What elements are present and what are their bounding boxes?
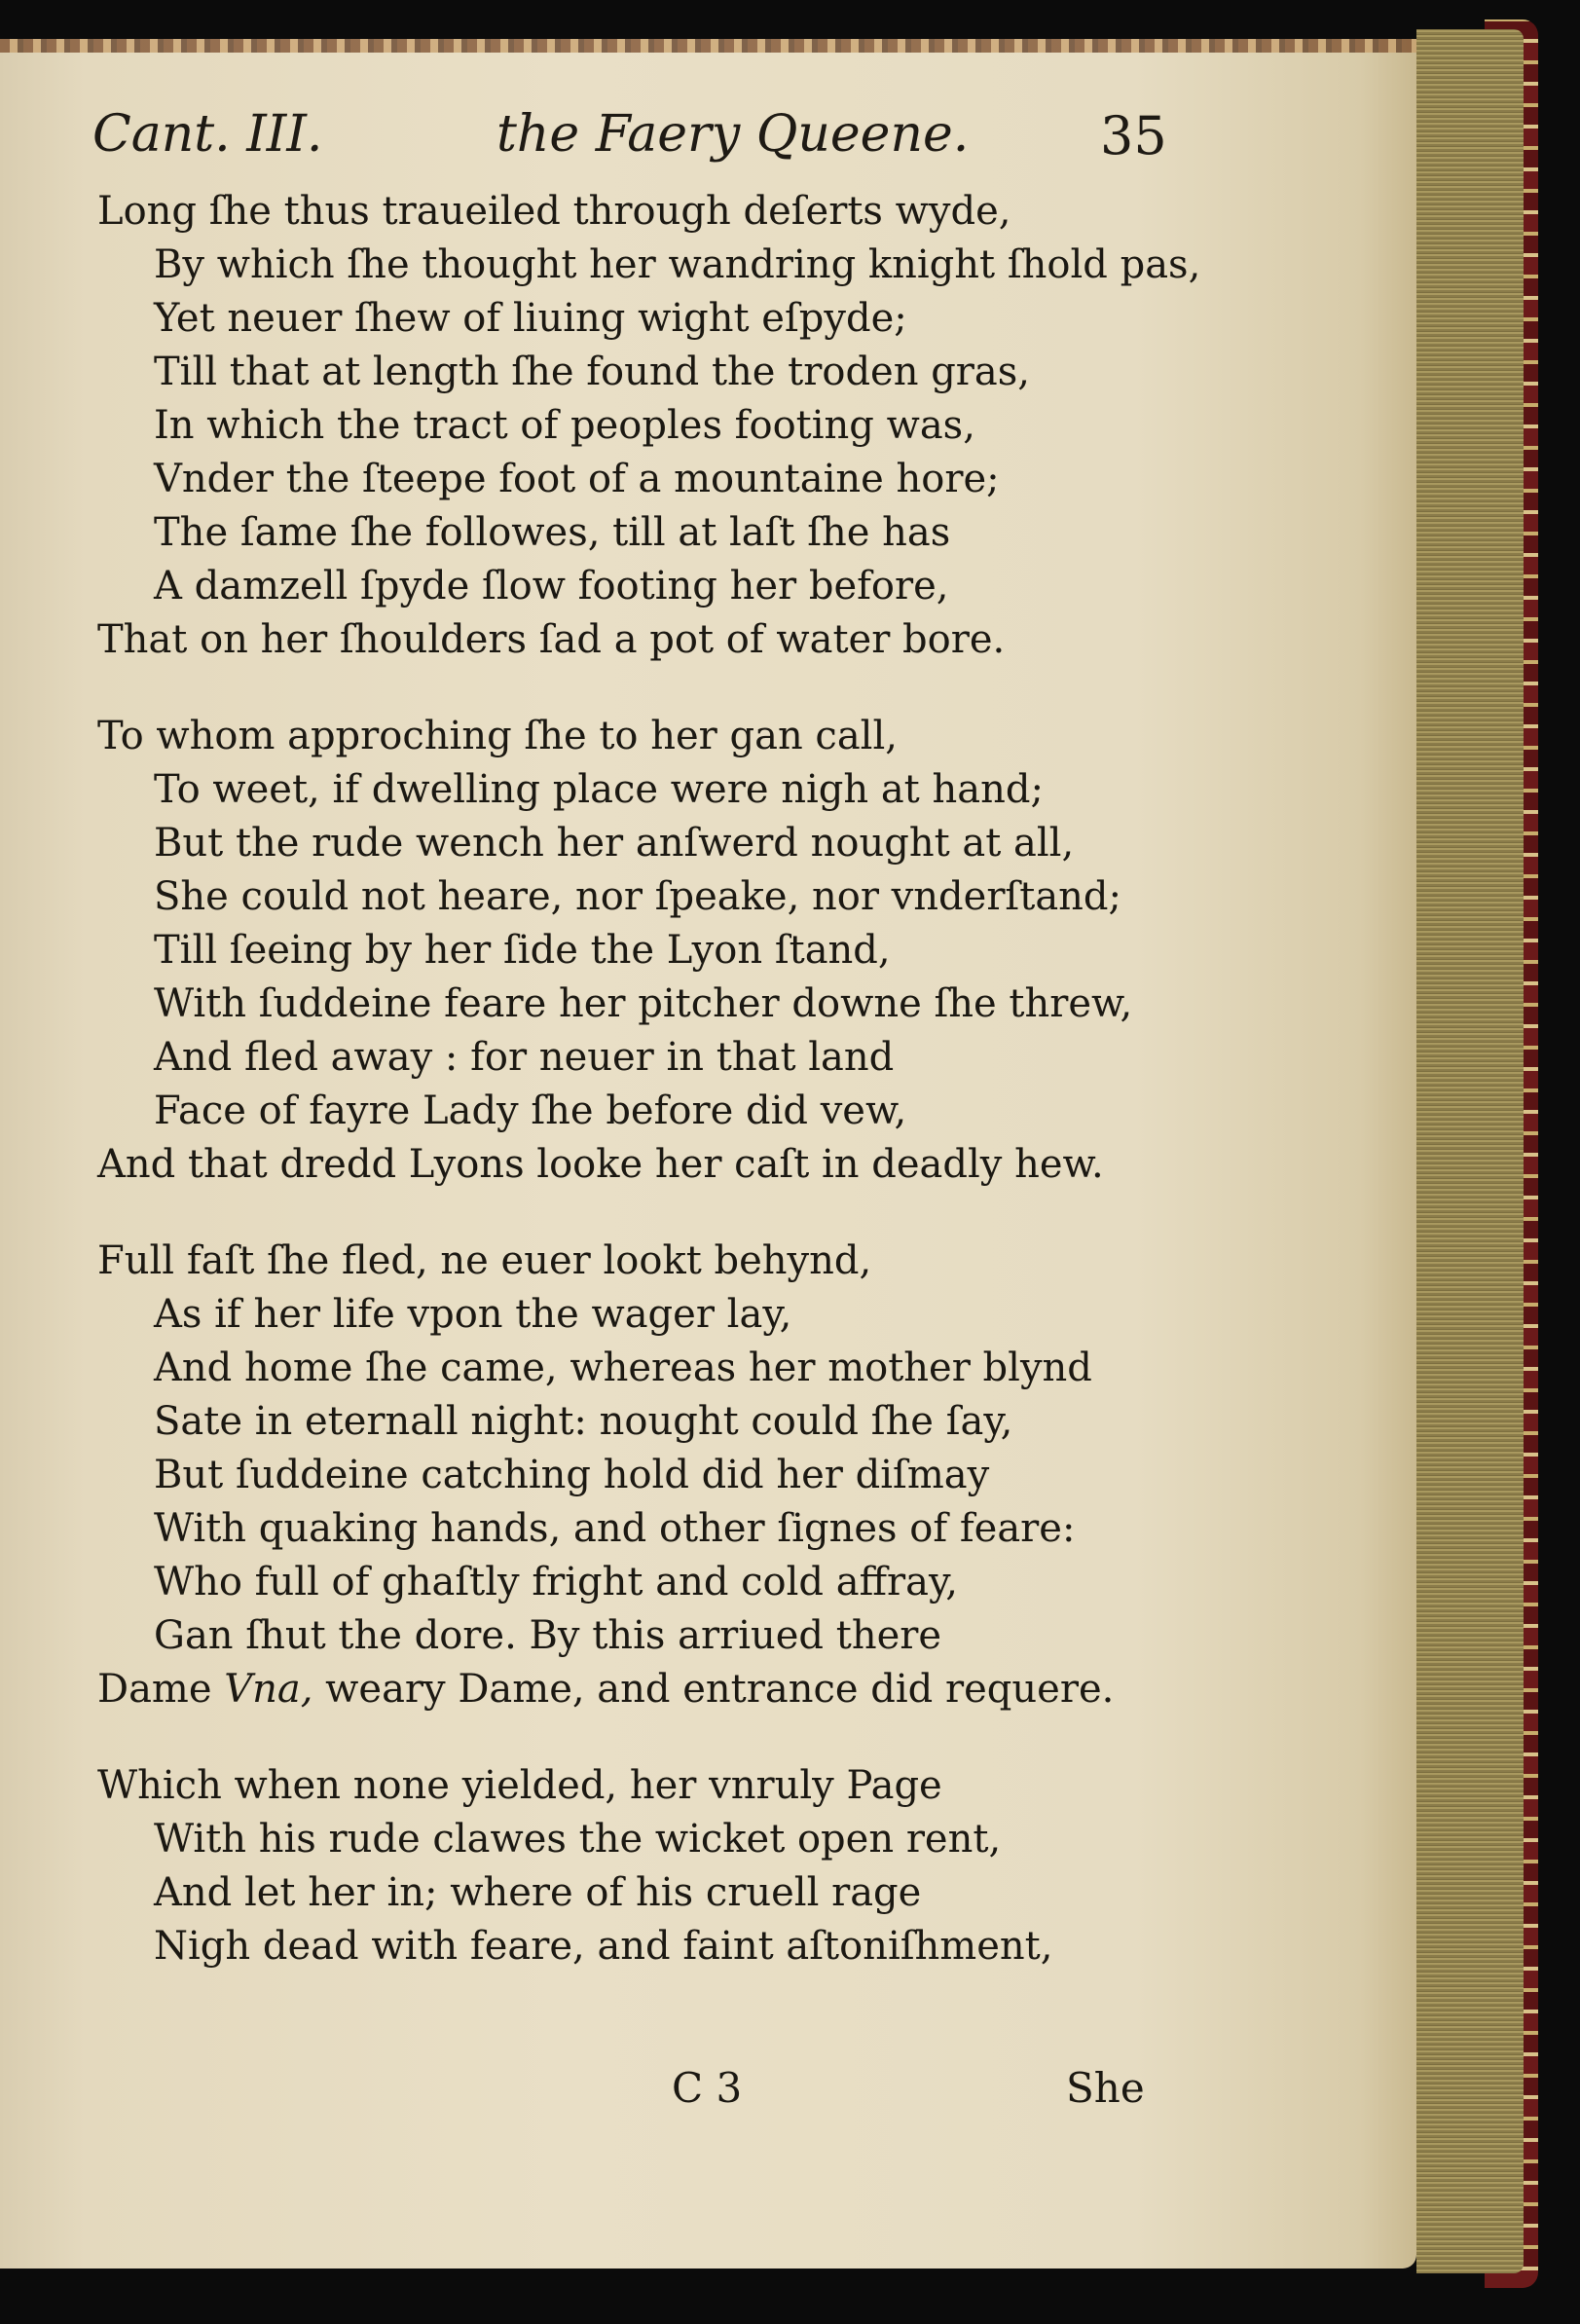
verse-line: And that dredd Lyons looke her caſt in deadly hew.: [97, 1142, 1104, 1187]
signature-mark: C 3: [672, 2064, 743, 2112]
verse-line: [97, 1663, 1266, 1716]
page-footer: [97, 2064, 1168, 2122]
page-edges: [1416, 29, 1524, 2273]
verse-line: In which the tract of peoples footing was,: [154, 403, 975, 448]
stanza-2: [97, 710, 1266, 1192]
verse-line: But the rude wench her anſwerd nought at all,: [154, 821, 1075, 866]
verse-line: She could not heare, nor ſpeake, nor vnderſtand;: [154, 874, 1122, 919]
verse-line: Full faſt ſhe fled, ne euer lookt behynd,: [97, 1238, 872, 1283]
verse-line: And fled away : for neuer in that land: [154, 1035, 895, 1080]
verse-line: Till ſeeing by her ſide the Lyon ſtand,: [154, 928, 891, 973]
running-title: the Faery Queene.: [496, 105, 970, 164]
verse-line: And let her in; where of his cruell rage: [154, 1870, 922, 1915]
canto-label: Cant. III.: [92, 105, 323, 164]
dame-prefix: Dame: [97, 1667, 225, 1712]
verse-line: As if her life vpon the wager lay,: [154, 1292, 792, 1337]
verse-line: To whom approching ſhe to her gan call,: [97, 714, 898, 758]
verse-line: A damzell ſpyde ſlow footing her before,: [154, 564, 949, 609]
verse-line: Face of fayre Lady ſhe before did vew,: [154, 1088, 907, 1133]
verse-line: With ſuddeine feare her pitcher downe ſhe threw,: [154, 981, 1133, 1026]
catchword: She: [1066, 2064, 1145, 2112]
stanza-3: [97, 1235, 1266, 1716]
verse-line: That on her ſhoulders ſad a pot of water bore.: [97, 617, 1006, 662]
verse-line: Who full of ghaſtly fright and cold affray,: [154, 1560, 958, 1605]
verse-line: With quaking hands, and other ſignes of feare:: [154, 1506, 1076, 1551]
character-name-vna: Vna,: [224, 1667, 313, 1712]
verse-line: The ſame ſhe followes, till at laſt ſhe has: [154, 510, 951, 555]
verse-line: Nigh dead with feare, and faint aſtoniſhment,: [154, 1924, 1053, 1969]
verse-line: But ſuddeine catching hold did her diſmay: [154, 1453, 990, 1497]
verse-line: Gan ſhut the dore. By this arriued there: [154, 1613, 942, 1658]
verse-line: Yet neuer ſhew of liuing wight eſpyde;: [154, 296, 907, 341]
dame-suffix: weary Dame, and entrance did requere.: [312, 1667, 1115, 1712]
verse-line: Long ſhe thus traueiled through deſerts wyde,: [97, 189, 1011, 234]
verse-line: Which when none yielded, her vnruly Page: [97, 1763, 942, 1808]
page-number: 35: [1100, 105, 1167, 166]
verse-line: Till that at length ſhe found the troden gras,: [154, 350, 1031, 394]
verse-line: With his rude clawes the wicket open rent,: [154, 1817, 1002, 1862]
verse-line: Vnder the ſteepe foot of a mountaine hore;: [154, 457, 1000, 501]
verse-line: By which ſhe thought her wandring knight ſhold pas,: [154, 242, 1201, 287]
stanza-4: [97, 1759, 1266, 1974]
verse-line: And home ſhe came, whereas her mother blynd: [154, 1346, 1092, 1390]
verse-line: To weet, if dwelling place were nigh at hand;: [154, 767, 1044, 812]
running-header: [92, 105, 1183, 173]
poem-text: [97, 185, 1266, 2016]
verse-line: Sate in eternall night: nought could ſhe ſay,: [154, 1399, 1013, 1444]
stanza-1: [97, 185, 1266, 667]
